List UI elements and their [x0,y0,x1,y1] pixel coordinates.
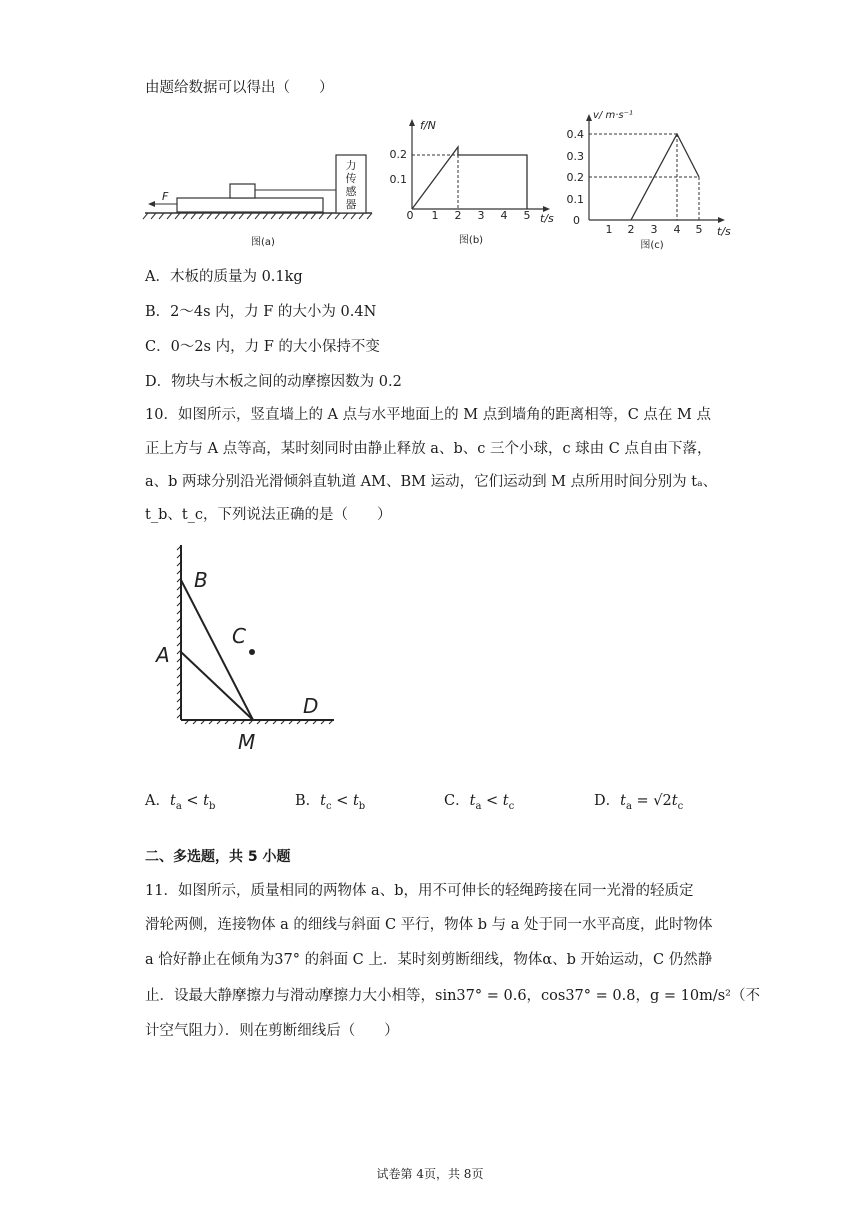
y-axis-label: v/ m·s⁻¹ [593,110,633,121]
y-tick-label: 0.2 [389,148,407,161]
x-tick-label: 2 [627,223,635,236]
block [230,184,255,198]
x-tick-label: 1 [605,223,613,236]
y-tick-label: 0.1 [566,193,584,206]
figure-c-caption: 图(c) [640,240,664,251]
figure-b-caption: 图(b) [458,235,484,246]
q11-stem-line-5: 计空气阻力）．则在剪断细线后（ ） [145,1023,399,1039]
force-label: F [162,190,169,203]
x-tick-label: 2 [454,209,462,222]
q11-stem-line-4: 止．设最大静摩擦力与滑动摩擦力大小相等，sin37° = 0.6，cos37° = 0.8，g = 10m/s²（不 [145,988,760,1004]
option-d: D．物块与木板之间的动摩擦因数为 0.2 [145,374,402,390]
question-stem-intro: 由题给数据可以得出（ ） [145,80,334,96]
label-a: A [156,643,170,667]
x-tick-label: 3 [477,209,485,222]
q10-option-a: A．$t_a < t_b$ [145,793,216,812]
y-axis-label: f/N [420,119,436,132]
q10-stem-line-3: a、b 两球分别沿光滑倾斜直轨道 AM、BM 运动，它们运动到 M 点所用时间分别为 tₐ、 [145,474,718,490]
sensor-label-4: 器 [345,198,357,211]
track-am [181,652,253,720]
figure-b [389,115,564,255]
q10-option-c: C．$t_a < t_c$ [444,793,515,812]
x-axis-label: t/s [540,212,554,225]
q11-stem-line-1: 11．如图所示，质量相同的两物体 a、b，用不可伸长的轻绳跨接在同一光滑的轻质定 [145,883,694,899]
x-tick-label: 3 [650,223,658,236]
x-tick-label: 4 [500,209,508,222]
x-tick-label: 5 [523,209,531,222]
option-c: C．0～2s 内，力 F 的大小保持不变 [145,339,380,355]
section-heading: 二、多选题，共 5 小题 [145,849,291,865]
q10-option-b: B．$t_c < t_b$ [295,793,366,812]
label-b: B [194,568,208,592]
y-tick-label: 0.3 [566,150,584,163]
option-b: B．2～4s 内，力 F 的大小为 0.4N [145,304,377,320]
q10-stem-line-4: t_b、t_c，下列说法正确的是（ ） [145,507,392,523]
option-a: A．木板的质量为 0.1kg [145,269,303,285]
figure-c [567,104,739,256]
force-arrow-icon [148,201,155,207]
sensor-label-3: 感 [345,185,357,198]
x-tick-label: 0 [406,209,414,222]
point-c-dot [249,649,255,655]
label-d: D [303,694,319,718]
figure-q10 [150,540,350,760]
figure-a [140,145,380,255]
track-bm [181,580,253,720]
page-footer: 试卷第 4页，共 8页 [376,1167,484,1181]
q11-stem-line-2: 滑轮两侧，连接物体 a 的细线与斜面 C 平行，物体 b 与 a 处于同一水平高度，此时物体 [145,917,713,933]
y-tick-label: 0.4 [566,128,584,141]
x-tick-label: 1 [431,209,439,222]
q10-stem-line-2: 正上方与 A 点等高，某时刻同时由静止释放 a、b、c 三个小球，c 球由 C 点自由下落， [145,441,712,457]
wooden-board [177,198,323,212]
q11-stem-line-3: a 恰好静止在倾角为37° 的斜面 C 上．某时刻剪断细线，物体α、b 开始运动，C 仍然静 [145,952,713,968]
y-tick-label: 0.2 [566,171,584,184]
q10-stem-line-1: 10．如图所示，竖直墙上的 A 点与水平地面上的 M 点到墙角的距离相等，C 点在 M 点 [145,407,711,423]
sensor-label-1: 力 [345,159,357,172]
figure-a-caption: 图(a) [251,237,275,248]
sensor-label-2: 传 [345,172,357,185]
label-m: M [238,730,256,754]
label-c: C [232,624,246,648]
friction-force-curve [412,147,527,209]
q10-option-d: D．$t_a = √2t_c$ [594,793,684,812]
x-tick-label: 5 [695,223,703,236]
y-tick-label: 0.1 [389,173,407,186]
x-tick-label: 4 [673,223,681,236]
y-tick-label: 0 [573,214,580,227]
x-axis-label: t/s [717,225,731,238]
